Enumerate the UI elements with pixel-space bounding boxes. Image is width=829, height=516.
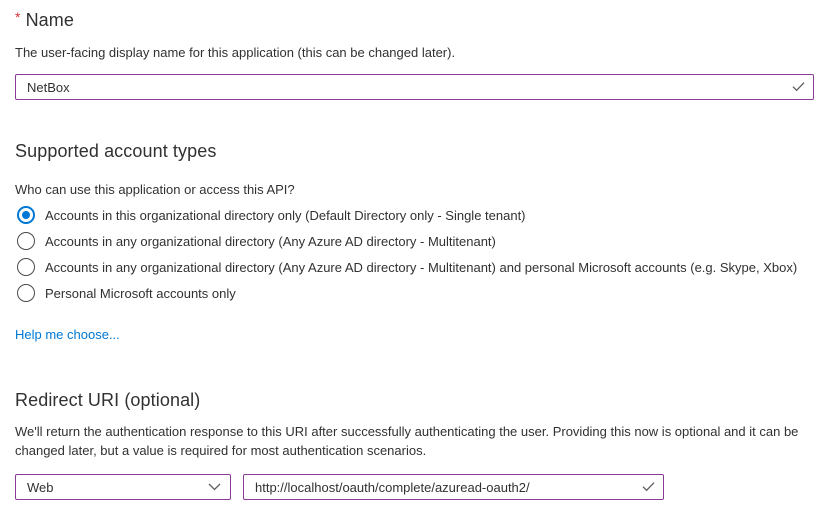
radio-unselected-icon: [17, 258, 35, 276]
radio-option-multitenant-personal[interactable]: [17, 258, 797, 276]
required-asterisk: *: [15, 9, 21, 25]
radio-unselected-icon: [17, 232, 35, 250]
redirect-uri-description: We'll return the authentication response to this URI after successfully authenticating the user. Providing this now is optional and it can be changed later, but a value is required for most authentication scenarios.: [15, 424, 799, 458]
radio-option-label: Accounts in any organizational directory (Any Azure AD directory - Multitenant): [45, 233, 496, 249]
radio-option-label: Accounts in this organizational directory only (Default Directory only - Single tenant): [45, 207, 526, 223]
account-types-section-title: Supported account types: [15, 141, 217, 161]
name-description: The user-facing display name for this application (this can be changed later).: [15, 45, 456, 60]
platform-select-wrapper: [15, 474, 231, 500]
name-input[interactable]: [15, 74, 814, 100]
radio-unselected-icon: [17, 284, 35, 302]
radio-option-label: Personal Microsoft accounts only: [45, 285, 236, 301]
radio-option-personal-only[interactable]: [17, 284, 236, 302]
name-input-wrapper: [15, 74, 814, 100]
radio-option-single-tenant[interactable]: [17, 206, 526, 224]
name-title-text: Name: [25, 10, 74, 30]
redirect-uri-input-wrapper: [243, 474, 664, 500]
radio-option-label: Accounts in any organizational directory (Any Azure AD directory - Multitenant) and personal Microsoft accounts (e.g. Skype, Xbox): [45, 259, 798, 275]
platform-select-value: Web: [27, 479, 54, 495]
account-types-question: Who can use this application or access this API?: [15, 182, 295, 197]
platform-select[interactable]: [15, 474, 231, 500]
redirect-uri-section-title: Redirect URI (optional): [15, 390, 201, 410]
name-section-title: [15, 9, 74, 31]
radio-selected-icon: [17, 206, 35, 224]
radio-option-multitenant[interactable]: [17, 232, 496, 250]
redirect-uri-input[interactable]: [243, 474, 664, 500]
help-me-choose-link[interactable]: Help me choose...: [15, 327, 120, 342]
